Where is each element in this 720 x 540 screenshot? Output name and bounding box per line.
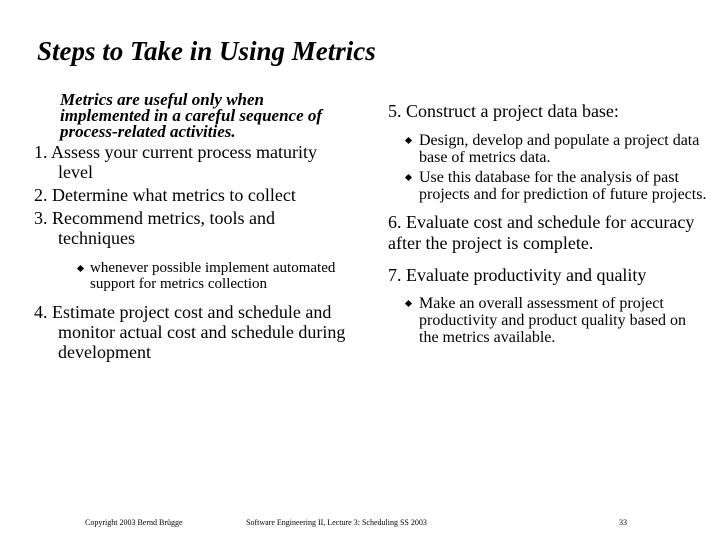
list-item — [388, 132, 708, 166]
step-3-subitems — [34, 260, 352, 292]
slide-title: Steps to Take in Using Metrics — [37, 36, 376, 66]
intro-text: Metrics are useful only when implemented in a careful sequence of process-related activities. — [60, 90, 323, 141]
step-5: 5. Construct a project data base: — [388, 101, 619, 121]
left-column — [34, 92, 352, 362]
diamond-bullet-icon — [405, 174, 412, 181]
diamond-bullet-icon — [77, 265, 84, 272]
sub-item-text: whenever possible implement automated support for metrics collection — [90, 260, 336, 292]
step-4: 4. Estimate project cost and schedule and monitor actual cost and schedule during development — [34, 302, 346, 362]
footer-page-number: 33 — [619, 518, 627, 527]
sub-item-text: Make an overall assessment of project productivity and product quality based on the metrics available. — [419, 295, 687, 346]
step-3: 3. Recommend metrics, tools and techniques — [34, 208, 275, 248]
step-1: 1. Assess your current process maturity level — [34, 142, 317, 182]
diamond-bullet-icon — [405, 137, 412, 144]
step-6: 6. Evaluate cost and schedule for accuracy after the project is complete. — [388, 212, 695, 253]
step-7: 7. Evaluate productivity and quality — [388, 265, 647, 285]
step-7-subitems — [388, 295, 708, 346]
list-item — [34, 260, 352, 292]
sub-item-text: Use this database for the analysis of past projects and for prediction of future projects. — [419, 169, 707, 203]
step-5-subitems — [388, 132, 708, 203]
right-column — [388, 101, 708, 349]
footer-course: Software Engineering II, Lecture 3: Scheduling SS 2003 — [246, 518, 427, 527]
step-2: 2. Determine what metrics to collect — [34, 185, 296, 205]
list-item — [388, 169, 708, 203]
list-item — [388, 295, 708, 346]
diamond-bullet-icon — [405, 300, 412, 307]
sub-item-text: Design, develop and populate a project data base of metrics data. — [419, 132, 700, 166]
footer-copyright: Copyright 2003 Bernd Brügge — [85, 518, 183, 527]
